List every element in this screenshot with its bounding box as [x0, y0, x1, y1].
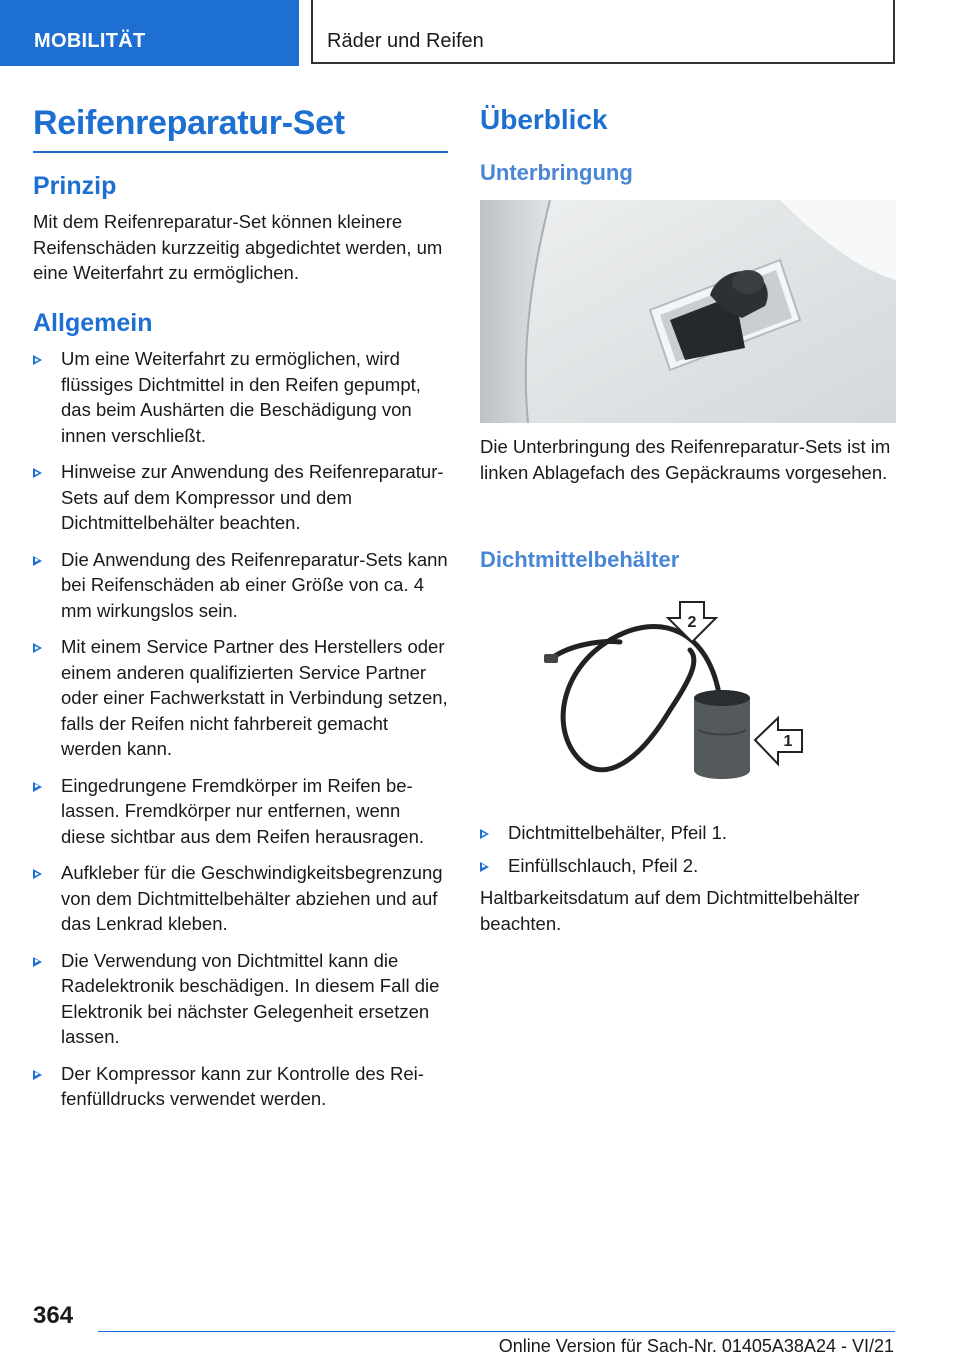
triangle-bullet-icon — [33, 468, 42, 478]
header-section-tab: MOBILITÄT — [0, 0, 299, 66]
list-item: Mit einem Service Partner des Herstellers oder einem anderen qualifizierten Service Partner oder einer Fachwerkstatt in Verbindung setzen, falls der Reifen nicht fahrbereit gemacht werden kann. — [33, 634, 449, 762]
sealant-container-diagram — [540, 590, 840, 810]
triangle-bullet-icon — [480, 829, 489, 839]
prinzip-section — [33, 172, 116, 201]
storage-compartment-photo — [480, 200, 896, 423]
prinzip-text-block — [33, 209, 443, 286]
list-item: Um eine Weiterfahrt zu ermöglichen, wird flüssiges Dichtmittel in den Reifen gepumpt, das beim Aushärten die Beschädigung von innen verschließt. — [33, 346, 449, 448]
header-chapter-title: Räder und Reifen — [311, 0, 895, 64]
triangle-bullet-icon — [33, 643, 42, 653]
page-title: Reifenreparatur-Set — [33, 104, 448, 153]
page-number: 364 — [33, 1302, 74, 1329]
triangle-bullet-icon — [33, 355, 42, 365]
footer-version-text: Online Version für Sach-Nr. 01405A38A24 - VI/21 — [498, 1336, 894, 1356]
triangle-bullet-icon — [33, 1070, 42, 1080]
arrow-label-2: 2 — [687, 614, 697, 631]
storage-compartment-illustration — [480, 200, 896, 423]
allgemein-heading: Allgemein — [33, 309, 153, 337]
list-item: Hinweise zur Anwendung des Reifenreparatur-Sets auf dem Kompressor und dem Dichtmittelbehälter beachten. — [33, 459, 449, 536]
dichtmittel-text: Haltbarkeitsdatum auf dem Dichtmittelbehälter beachten. — [480, 887, 860, 934]
list-item: Eingedrungene Fremdkörper im Reifen belassen. Fremdkörper nur entfernen, wenn diese sichtbar aus dem Reifen herausragen. — [33, 773, 449, 850]
list-item: Die Verwendung von Dichtmittel kann die Radelektronik beschädigen. In diesem Fall die Elektronik bei nächster Gelegenheit ersetzen lassen. — [33, 948, 449, 1050]
ueberblick-heading: Überblick — [480, 104, 608, 135]
list-item: Die Anwendung des Reifenreparatur-Sets kann bei Reifenschäden ab einer Größe von ca. 4 mm wirkungslos sein. — [33, 547, 449, 624]
list-item: Einfüllschlauch, Pfeil 2. — [480, 853, 896, 879]
prinzip-text: Mit dem Reifenreparatur-Set können kleinere Reifenschäden kurzzeitig abgedichtet werden, um eine Weiterfahrt zu ermöglichen. — [33, 211, 443, 283]
triangle-bullet-icon — [33, 869, 42, 879]
unterbringung-text: Die Unterbringung des Reifenreparatur-Sets ist im linken Ablagefach des Gepäckraums vorgesehen. — [480, 436, 891, 483]
sealant-container-illustration — [540, 590, 840, 810]
triangle-bullet-icon — [33, 957, 42, 967]
dichtmittel-text-block — [480, 885, 896, 936]
dichtmittel-list — [480, 820, 896, 885]
dichtmittel-heading: Dichtmittelbehälter — [480, 547, 680, 572]
allgemein-section — [33, 309, 152, 338]
list-item: Aufkleber für die Geschwindigkeitsbegrenzung von dem Dichtmittelbehälter abziehen und auf das Lenkrad kleben. — [33, 860, 449, 937]
unterbringung-heading: Unterbringung — [480, 160, 633, 185]
list-item: Der Kompressor kann zur Kontrolle des Reifenfülldrucks verwendet werden. — [33, 1061, 449, 1112]
triangle-bullet-icon — [33, 782, 42, 792]
triangle-bullet-icon — [33, 556, 42, 566]
prinzip-heading: Prinzip — [33, 172, 117, 200]
footer-divider — [98, 1331, 895, 1332]
unterbringung-text-block — [480, 434, 896, 485]
list-item: Dichtmittelbehälter, Pfeil 1. — [480, 820, 896, 846]
triangle-bullet-icon — [480, 862, 489, 872]
arrow-label-1: 1 — [783, 733, 793, 750]
allgemein-list — [33, 346, 449, 1123]
